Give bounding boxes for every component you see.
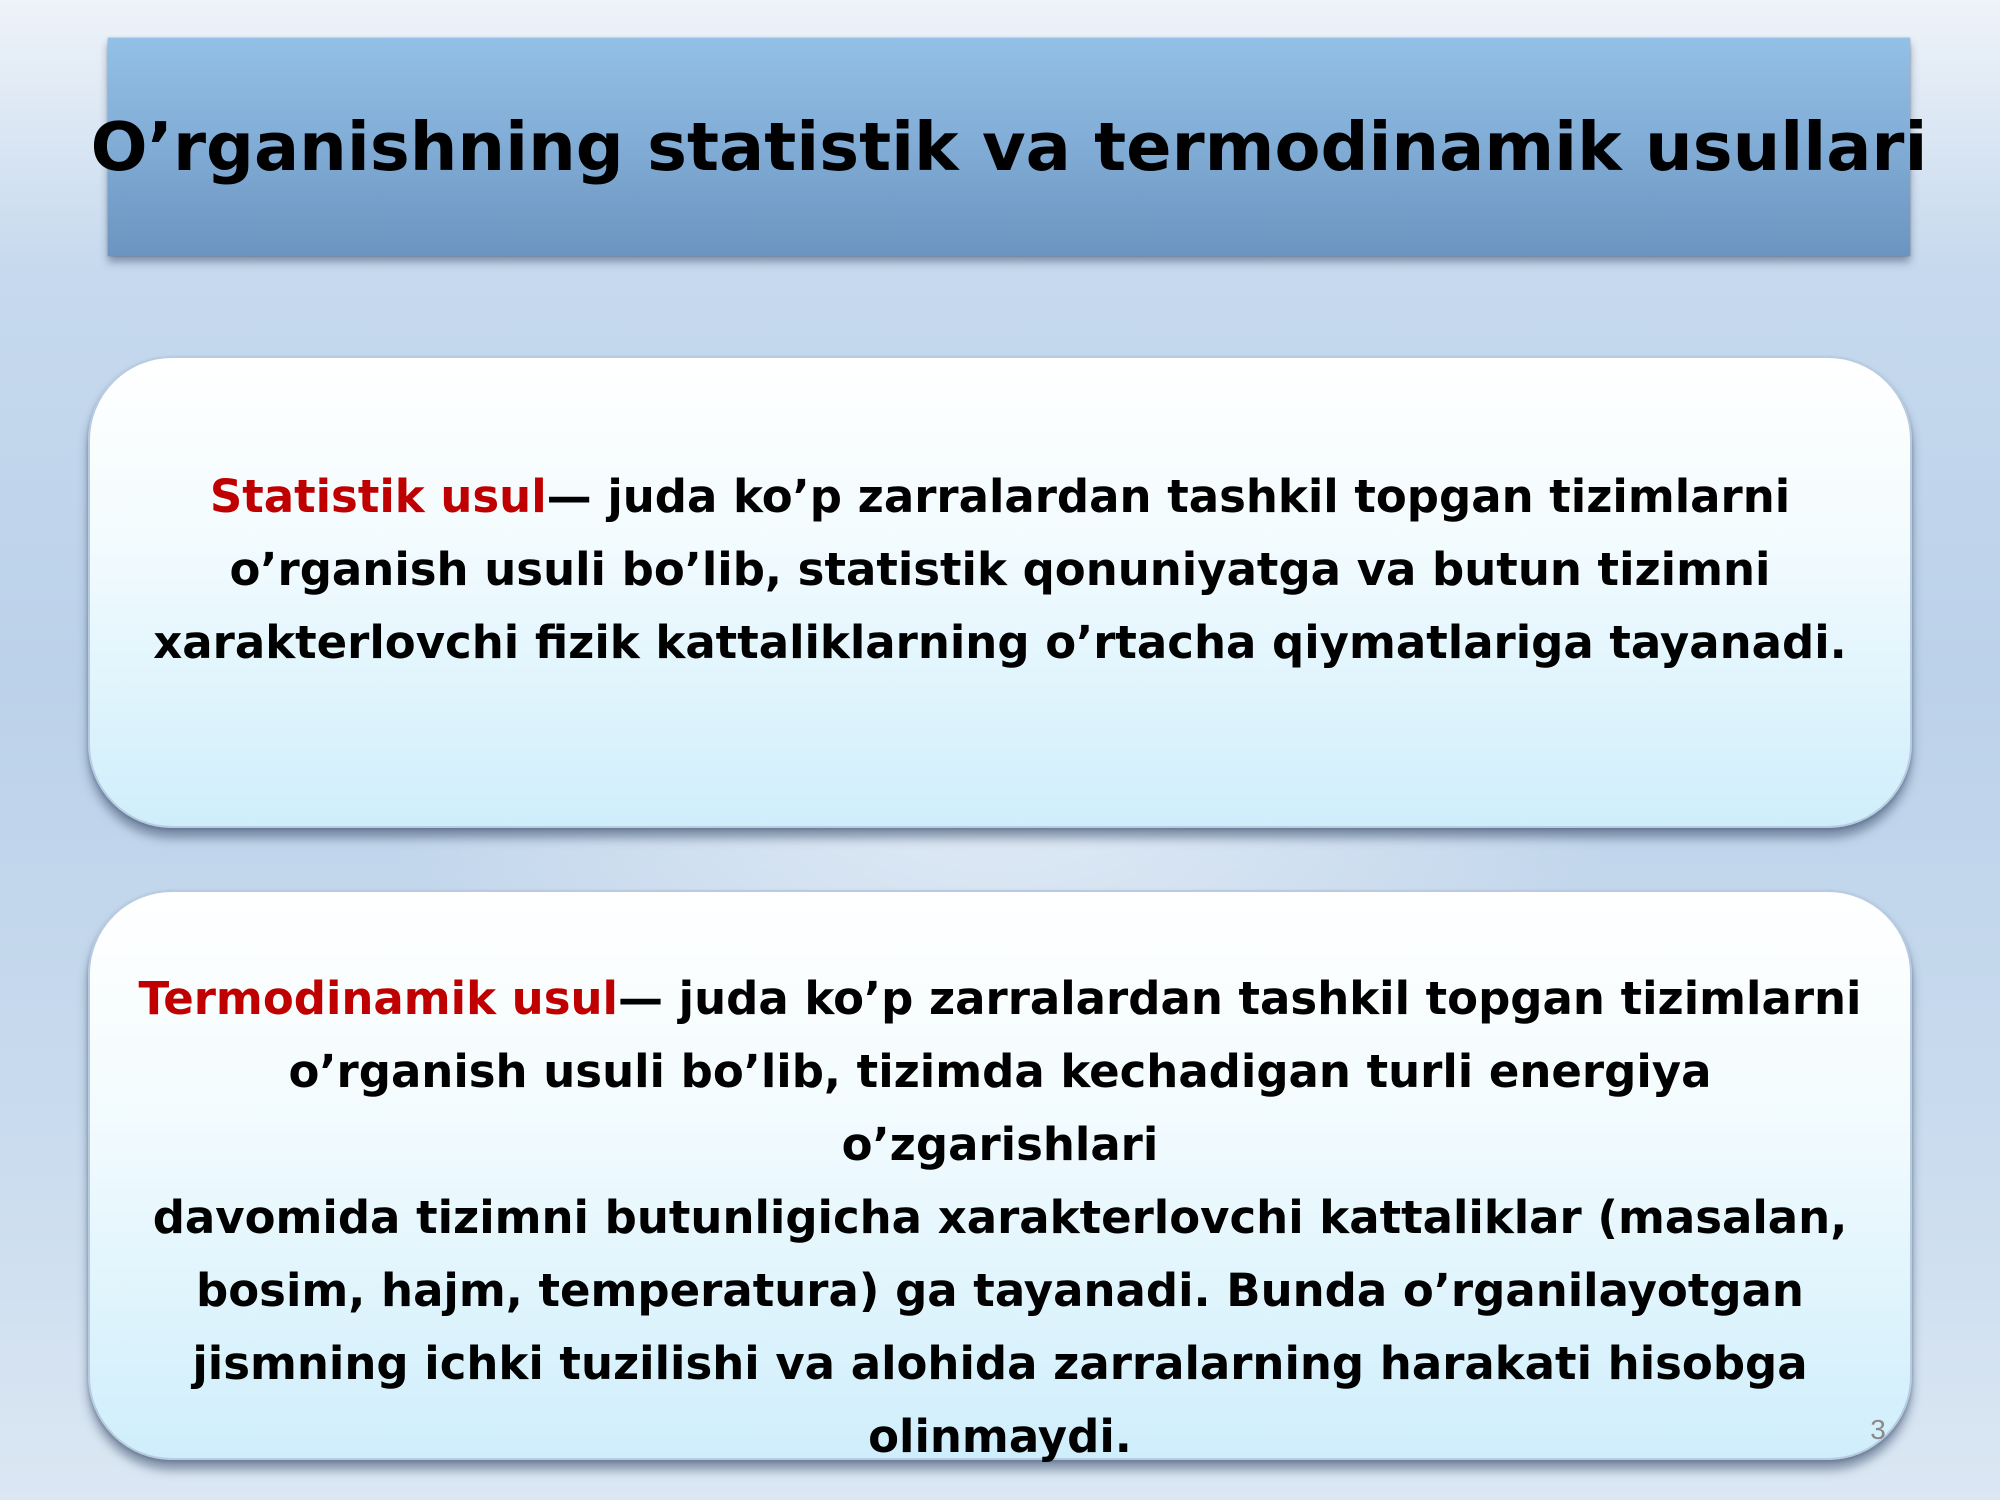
definition-dash: — [546,470,608,523]
definition-dash: — [617,972,679,1025]
page-number: 3 [1870,1414,1886,1445]
statistical-method-term: Statistik usul [209,470,547,523]
thermodynamic-method-text [130,962,1870,1473]
slide-title: O’rganishning statistik va termodinamik usullari [90,108,1928,186]
definition-line: o’rganish usuli bo’lib, statistik qonuniyatga va butun tizimni [229,543,1771,596]
definition-line: o’rganish usuli bo’lib, tizimda kechadigan turli energiya o’zgarishlari [288,1045,1712,1171]
statistical-method-box [88,356,1912,828]
definition-line: jismning ichki tuzilishi va alohida zarralarning harakati hisobga [192,1337,1808,1390]
title-bar [90,38,1928,256]
thermodynamic-method-box [88,890,1912,1463]
definition-line: olinmaydi. [868,1410,1132,1463]
definition-line: davomida tizimni butunligicha xarakterlovchi kattaliklar (masalan, [152,1191,1848,1244]
definition-line: bosim, hajm, temperatura) ga tayanadi. Bunda o’rganilayotgan [196,1264,1804,1317]
definition-line: xarakterlovchi fizik kattaliklarning o’rtacha qiymatlariga tayanadi. [153,616,1847,669]
thermodynamic-method-term: Termodinamik usul [138,972,618,1025]
definition-line: juda ko’p zarralardan tashkil topgan tizimlarni [678,972,1862,1025]
statistical-method-text [140,460,1860,679]
definition-line: juda ko’p zarralardan tashkil topgan tizimlarni [607,470,1791,523]
